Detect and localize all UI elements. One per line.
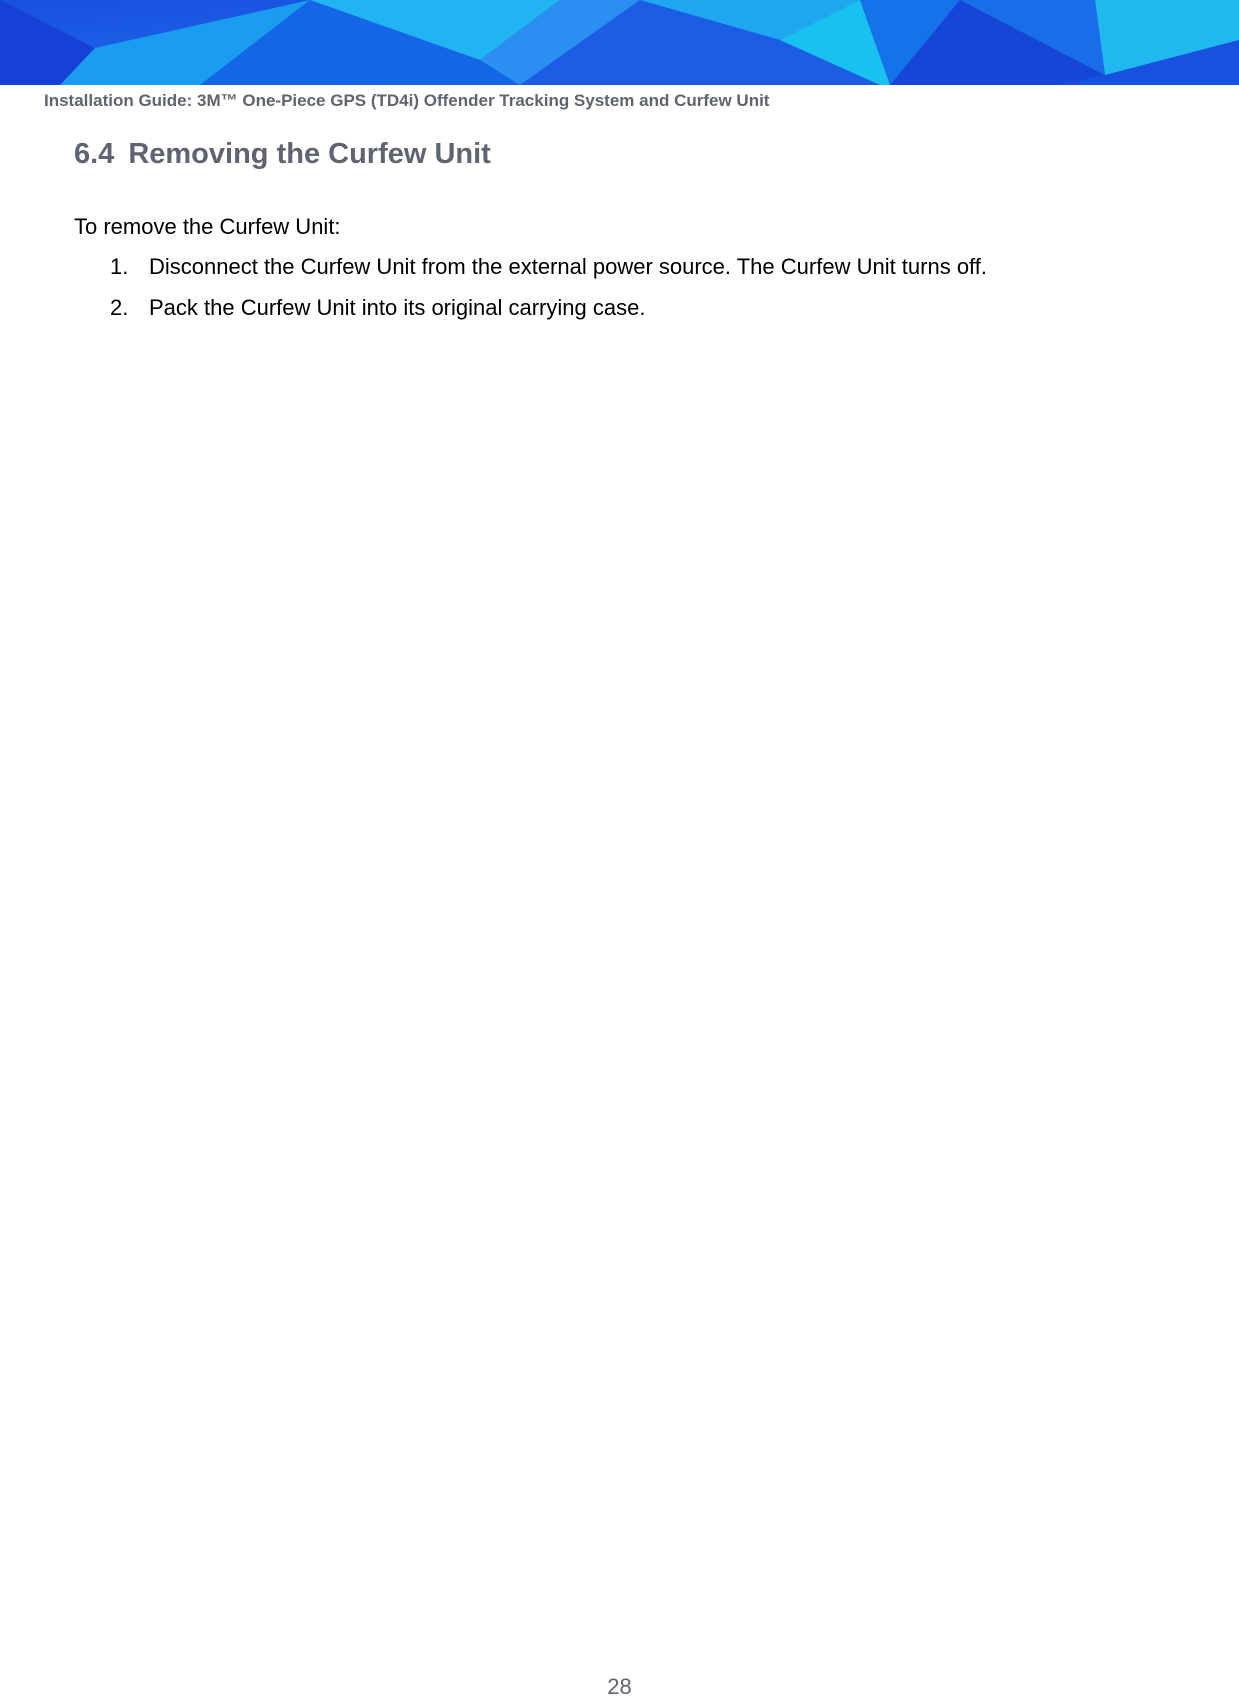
header-banner (0, 0, 1239, 85)
step-text: Pack the Curfew Unit into its original carrying case. (149, 295, 646, 320)
section-heading (74, 138, 491, 171)
page-number: 28 (607, 1674, 632, 1699)
step-text: Disconnect the Curfew Unit from the external power source. The Curfew Unit turns off. (149, 254, 987, 279)
running-header-title: Installation Guide: 3M™ One-Piece GPS (TD4i) Offender Tracking System and Curfew Unit (44, 91, 770, 110)
step-number: 1. (110, 254, 129, 279)
step-number: 2. (110, 295, 129, 320)
intro-text: To remove the Curfew Unit: (74, 214, 341, 239)
polygon-banner-graphic (0, 0, 1239, 85)
section-title: Removing the Curfew Unit (128, 138, 491, 170)
section-number: 6.4 (74, 138, 115, 170)
